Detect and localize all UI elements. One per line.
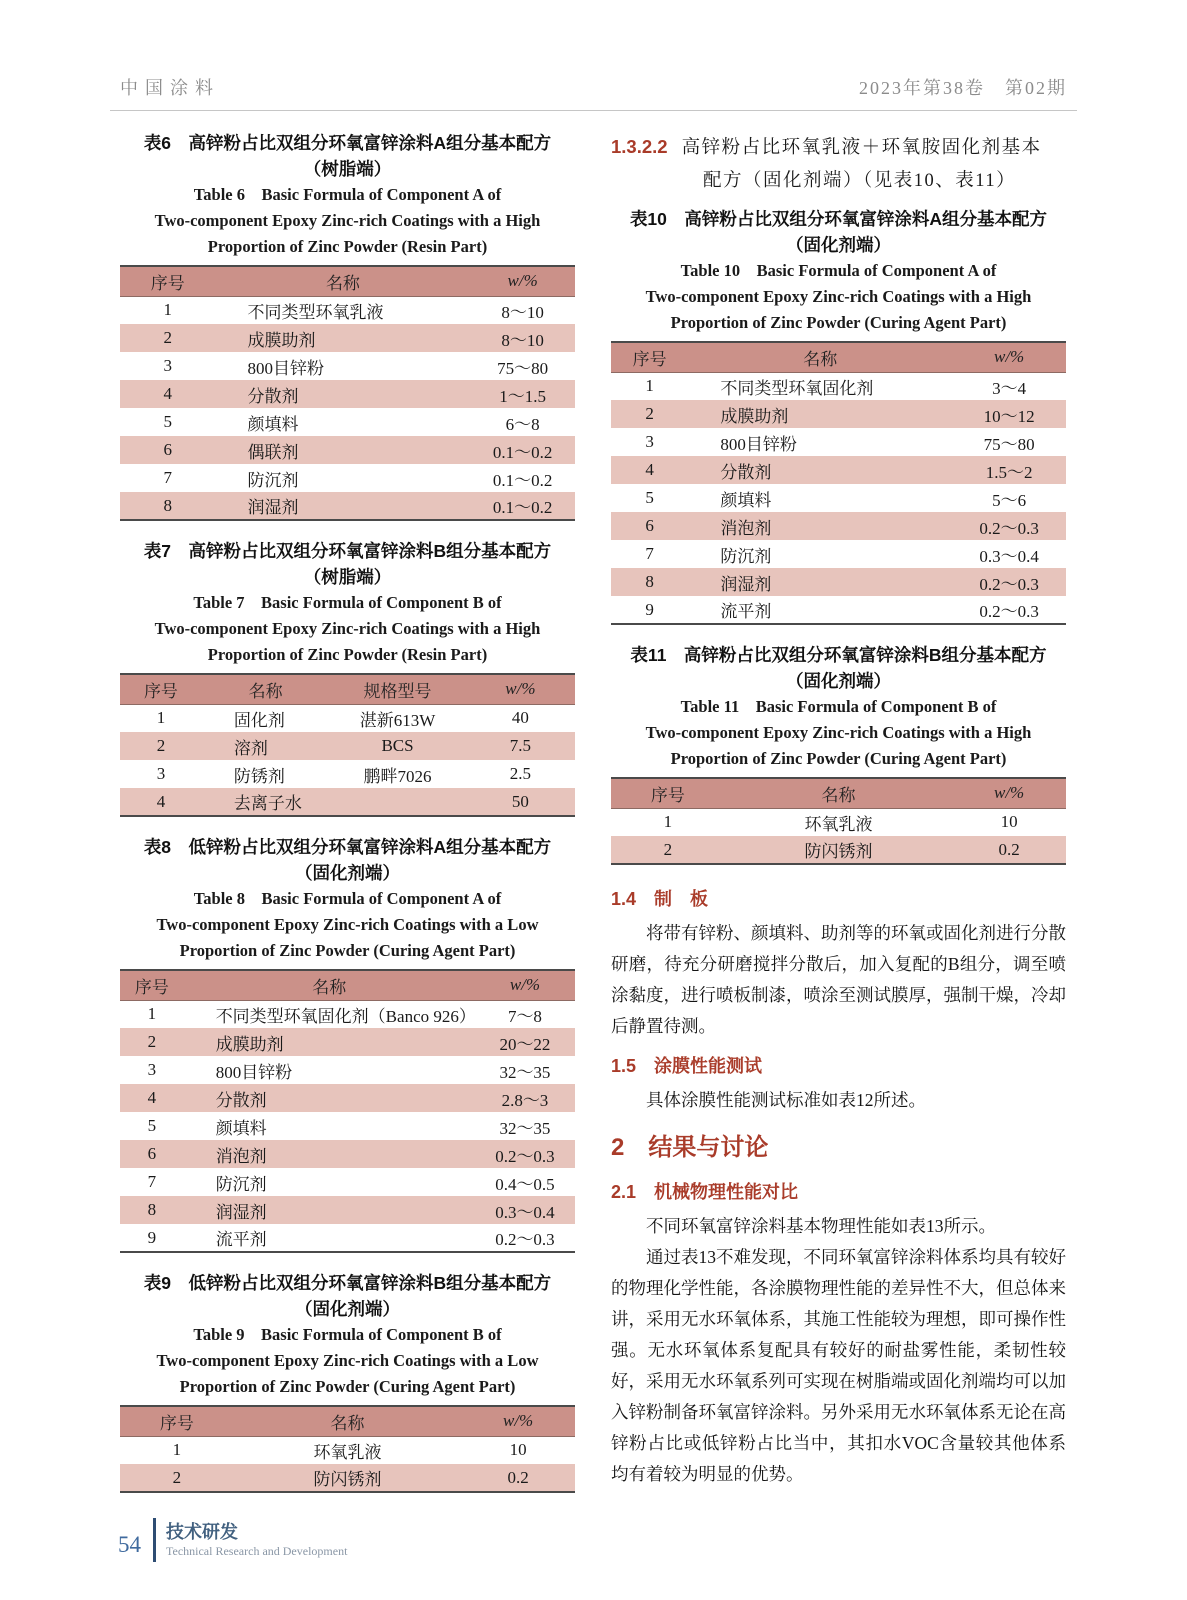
column-header: 规格型号 [329,674,466,704]
heading-line [611,130,1066,165]
table-cell: 10 [1000,812,1018,832]
column-header: 序号 [611,342,688,372]
table-header-row [120,266,575,296]
table7-caption-zh-sub: （树脂端） [303,567,392,587]
table-cell: 不同类型环氧固化剂 [720,378,874,398]
table-cell: BCS [329,732,466,760]
column-header: 序号 [120,970,184,1000]
table-cell: 湛新613W [359,710,436,730]
table-row [120,1112,575,1140]
table-row [120,436,575,464]
table11-caption-en [611,694,1066,772]
table-header-row [120,674,575,704]
section-2-1-heading: 2.1 机械物理性能对比 [611,1182,799,1202]
heading-line: 配方（固化剂端）（见表10、表11） [703,171,1017,191]
caption-line: Two-component Epoxy Zinc-rich Coatings with a Low [156,1351,539,1370]
column-header: 名称 [688,342,952,372]
table-cell: 分散剂 [688,456,952,484]
issue-info: 2023年第38卷 第02期 [859,78,1067,98]
caption-line: Table 9 Basic Formula of Component B of [193,1325,502,1344]
footer-section-zh: 技术研发 [166,1522,238,1542]
table-cell: 3 [645,432,654,451]
formula-table-9 [120,1405,575,1493]
table-row [120,352,575,380]
table-cell: 1 [147,1004,157,1024]
caption-line: Table 11 Basic Formula of Component B of [680,697,997,716]
table-header-row [611,342,1066,372]
table-cell: 消泡剂 [184,1140,475,1168]
caption-line: Two-component Epoxy Zinc-rich Coatings with a High [154,619,541,638]
table-cell: 流平剂 [215,1230,267,1249]
table-row [120,492,575,520]
table-cell: 去离子水 [202,788,329,816]
table-cell: 1 [663,812,673,832]
table10-caption-zh: 表10 高锌粉占比双组分环氧富锌涂料A组分基本配方 [629,209,1048,229]
table-cell: 0.2～0.3 [952,512,1066,540]
table-row [611,836,1066,864]
caption-line: Proportion of Zinc Powder (Curing Agent Part) [670,749,1007,768]
table-cell: 鹏畔7026 [363,766,432,786]
table-cell: 5 [163,412,173,431]
table6-block [120,130,575,521]
table-row [120,788,575,816]
table-cell: 3 [147,1060,157,1079]
table-cell: 防沉剂 [215,1174,267,1194]
table10-caption-en [611,258,1066,336]
table-row [120,324,575,352]
heading-text: 高锌粉占比环氧乳液＋环氧胺固化剂基本 [681,138,1042,158]
left-column [120,130,575,1510]
journal-name: 中国涂料 [120,78,220,98]
table-row [120,408,575,436]
table-cell: 75～80 [983,434,1035,454]
table-cell: 5 [147,1116,157,1135]
column-header: 序号 [120,1406,234,1436]
body-paragraph: 具体涂膜性能测试标准如表12所述。 [646,1090,926,1110]
table-cell: 颜填料 [215,1118,267,1138]
table-cell: 润湿剂 [688,568,952,596]
column-header: 名称 [234,1406,462,1436]
table-row [120,1196,575,1224]
section-2-heading: 2 结果与讨论 [611,1134,769,1161]
table-cell: 成膜助剂 [216,324,471,352]
caption-line: Proportion of Zinc Powder (Resin Part) [207,237,488,256]
table-cell: 8 [120,1196,184,1224]
formula-table-10 [611,341,1066,625]
table-cell: 800目锌粉 [720,434,797,454]
caption-line: Proportion of Zinc Powder (Curing Agent Part) [670,313,1007,332]
table10-block [611,206,1066,625]
body-paragraph: 将带有锌粉、颜填料、助剂等的环氧或固化剂进行分散研磨，待充分研磨搅拌分散后，加入复配的B组分，调至喷涂黏度，进行喷板制漆，喷涂至测试膜厚，强制干燥，冷却后静置待测。 [611,923,1066,1036]
table-cell: 6 [120,1140,184,1168]
table11-caption-zh: 表11 高锌粉占比双组分环氧富锌涂料B组分基本配方 [630,645,1047,665]
table-cell: 50 [466,788,575,816]
table-cell: 1 [172,1440,182,1460]
table11-caption-zh-sub: （固化剂端） [786,671,891,691]
table-cell: 0.1～0.2 [492,470,553,490]
table-row [120,380,575,408]
caption-line: Table 7 Basic Formula of Component B of [193,593,502,612]
column-header: 名称 [202,674,329,704]
table-cell: 分散剂 [216,380,471,408]
table-cell: 不同类型环氧固化剂（Banco 926） [215,1006,476,1026]
table-row [611,512,1066,540]
table10-caption-zh-sub: （固化剂端） [786,235,891,255]
column-header: 序号 [120,266,216,296]
table-cell: 润湿剂 [184,1196,475,1224]
table8-caption-zh: 表8 低锌粉占比双组分环氧富锌涂料A组分基本配方 [143,837,552,857]
table-cell: 9 [645,599,654,619]
table-cell: 2.8～3 [475,1084,575,1112]
table-cell: 1 [645,376,654,396]
table-header-row [611,778,1066,808]
table-row [120,760,575,788]
table-row [120,464,575,492]
caption-line: Two-component Epoxy Zinc-rich Coatings with a High [154,211,541,230]
caption-line: Table 6 Basic Formula of Component A of [193,185,502,204]
table-cell: 防闪锈剂 [725,836,953,864]
column-header: 名称 [184,970,475,1000]
table-row [611,568,1066,596]
footer-section [166,1521,347,1559]
table-row [120,1464,575,1492]
table-row [120,1140,575,1168]
page-number: 54 [118,1532,141,1557]
table-cell: 4 [120,788,202,816]
table-row [120,1224,575,1252]
table-cell: 7.5 [466,732,575,760]
body-paragraph: 通过表13不难发现，不同环氧富锌涂料体系均具有较好的物理化学性能，各涂膜物理性能的差异性不大，但总体来讲，采用无水环氧体系，其施工性能较为理想，即可操作性强。无水环氧体系复配具有较好的耐盐雾性能，柔韧性较好，采用无水环氧系列可实现在树脂端或固化剂端均可以加入锌粉制备环氧富锌涂料。另外采用无水环氧体系无论在高锌粉占比或低锌粉占比当中，其扣水VOC含量较其他体系均有着较为明显的优势。 [611,1247,1066,1484]
table-cell: 0.3～0.4 [475,1196,575,1224]
table6-caption-en [120,182,575,260]
table-cell: 润湿剂 [216,492,471,520]
table-cell: 颜填料 [247,414,299,434]
table-cell: 4 [120,380,216,408]
table-cell: 0.1～0.2 [470,492,575,520]
column-header: w/% [952,778,1066,808]
table-row [120,1000,575,1028]
table-cell: 2 [611,400,688,428]
table-cell: 0.2～0.3 [495,1230,555,1249]
table-cell: 防沉剂 [247,470,299,490]
table-cell: 分散剂 [184,1084,475,1112]
footer-divider-bar [153,1518,156,1562]
column-header: w/% [461,1406,575,1436]
table-cell: 固化剂 [233,710,285,730]
table-cell: 消泡剂 [688,512,952,540]
table-cell: 75～80 [497,358,549,378]
table7-caption-en [120,590,575,668]
table-cell: 0.2～0.3 [979,602,1039,621]
right-column [611,130,1066,1510]
table-row [611,400,1066,428]
table-cell: 成膜助剂 [688,400,952,428]
table-cell: 偶联剂 [216,436,471,464]
table-cell: 7 [163,468,173,487]
table-cell: 防沉剂 [720,546,772,566]
table-cell: 3 [163,356,173,375]
table-cell: 4 [120,1084,184,1112]
table-cell: 3～4 [992,378,1027,398]
section-1-4-heading: 1.4 制 板 [611,889,709,909]
table-row [120,1168,575,1196]
table-cell: 7～8 [507,1006,542,1026]
formula-table-7 [120,673,575,817]
table-cell: 防闪锈剂 [234,1464,462,1492]
table-cell: 防锈剂 [233,766,285,786]
section-1-3-2-2-heading [611,130,1066,198]
table-cell: 2 [120,1464,234,1492]
table-cell: 5 [645,488,654,507]
table7-block [120,538,575,817]
footer-section-en: Technical Research and Development [166,1544,348,1558]
table-cell: 流平剂 [720,602,772,621]
column-header: 名称 [216,266,471,296]
table-cell: 0.1～0.2 [470,436,575,464]
table-cell: 4 [611,456,688,484]
page-footer [118,1518,347,1562]
table-row [120,1084,575,1112]
formula-table-11 [611,777,1066,865]
table-cell: 2 [611,836,725,864]
section-number: 1.3.2.2 [611,136,668,157]
table-cell: 溶剂 [202,732,329,760]
table-cell [329,788,466,816]
table-row [611,428,1066,456]
table-cell: 9 [147,1227,157,1247]
table-row [120,1056,575,1084]
table-cell: 6～8 [505,414,540,434]
table-header-row [120,970,575,1000]
column-header: 序号 [611,778,725,808]
table-cell: 10～12 [952,400,1066,428]
table-cell: 2 [120,1028,184,1056]
table-cell: 1～1.5 [470,380,575,408]
formula-table-8 [120,969,575,1253]
table11-block [611,642,1066,865]
table9-caption-zh: 表9 低锌粉占比双组分环氧富锌涂料B组分基本配方 [143,1273,552,1293]
column-header: 序号 [120,674,202,704]
table-cell: 8～10 [470,324,575,352]
column-header: w/% [952,342,1066,372]
table6-caption-zh-sub: （树脂端） [303,159,392,179]
table-cell: 32～35 [499,1118,551,1138]
table-cell: 5～6 [992,490,1027,510]
caption-line: Two-component Epoxy Zinc-rich Coatings with a High [645,287,1032,306]
section-1-5-heading: 1.5 涂膜性能测试 [611,1056,763,1076]
table-cell: 环氧乳液 [804,814,873,834]
table-cell: 2 [120,732,202,760]
table-row [120,1028,575,1056]
table6-caption-zh: 表6 高锌粉占比双组分环氧富锌涂料A组分基本配方 [143,133,552,153]
table8-caption-en [120,886,575,964]
caption-line: Proportion of Zinc Powder (Resin Part) [207,645,488,664]
column-header: 名称 [725,778,953,808]
table-cell: 800目锌粉 [247,358,325,378]
table-cell: 32～35 [499,1062,551,1082]
caption-line: Two-component Epoxy Zinc-rich Coatings with a Low [156,915,539,934]
table-cell: 1.5～2 [952,456,1066,484]
caption-line: Proportion of Zinc Powder (Curing Agent Part) [179,1377,516,1396]
caption-line: Proportion of Zinc Powder (Curing Agent Part) [179,941,516,960]
table-cell: 2.5 [509,764,532,783]
table-cell: 8～10 [501,302,544,322]
caption-line: Two-component Epoxy Zinc-rich Coatings with a High [645,723,1032,742]
table-cell: 6 [611,512,688,540]
table-cell: 0.3～0.4 [979,546,1039,566]
table-row [120,296,575,324]
table-cell: 0.2 [952,836,1066,864]
table-cell: 40 [511,708,529,728]
table-cell: 10 [509,1440,527,1460]
table-row [611,540,1066,568]
table-row [611,372,1066,400]
table-cell: 0.4～0.5 [495,1174,555,1194]
table-cell: 7 [645,544,654,563]
table-header-row [120,1406,575,1436]
table-cell: 0.2 [461,1464,575,1492]
table-cell: 20～22 [475,1028,575,1056]
caption-line: Table 8 Basic Formula of Component A of [193,889,502,908]
column-header: w/% [475,970,575,1000]
table8-block [120,834,575,1253]
table-cell: 环氧乳液 [313,1442,382,1462]
table-cell: 1 [163,300,173,320]
body-paragraph: 不同环氧富锌涂料基本物理性能如表13所示。 [646,1216,996,1236]
table-cell: 颜填料 [720,490,772,510]
table-cell: 8 [611,568,688,596]
table-cell: 3 [156,764,166,783]
table-row [611,484,1066,512]
caption-line: Table 10 Basic Formula of Component A of [680,261,997,280]
content-columns [120,130,1066,1510]
column-header: w/% [470,266,575,296]
table9-caption-en [120,1322,575,1400]
table9-caption-zh-sub: （固化剂端） [295,1299,400,1319]
table-cell: 不同类型环氧乳液 [247,302,384,322]
table-row [120,1436,575,1464]
table-row [611,596,1066,624]
table-cell: 成膜助剂 [184,1028,475,1056]
table-cell: 2 [120,324,216,352]
table-cell: 0.2～0.3 [952,568,1066,596]
table-cell: 800目锌粉 [215,1062,293,1082]
table-row [611,456,1066,484]
table-cell: 1 [156,708,166,728]
table-cell: 8 [120,492,216,520]
table9-block [120,1270,575,1493]
table-cell: 0.2～0.3 [475,1140,575,1168]
table-row [120,704,575,732]
table-cell: 6 [120,436,216,464]
column-header: w/% [466,674,575,704]
table-cell: 7 [147,1172,157,1191]
formula-table-6 [120,265,575,521]
table-row [611,808,1066,836]
table-row [120,732,575,760]
table7-caption-zh: 表7 高锌粉占比双组分环氧富锌涂料B组分基本配方 [143,541,552,561]
table8-caption-zh-sub: （固化剂端） [295,863,400,883]
masthead [110,74,1077,111]
